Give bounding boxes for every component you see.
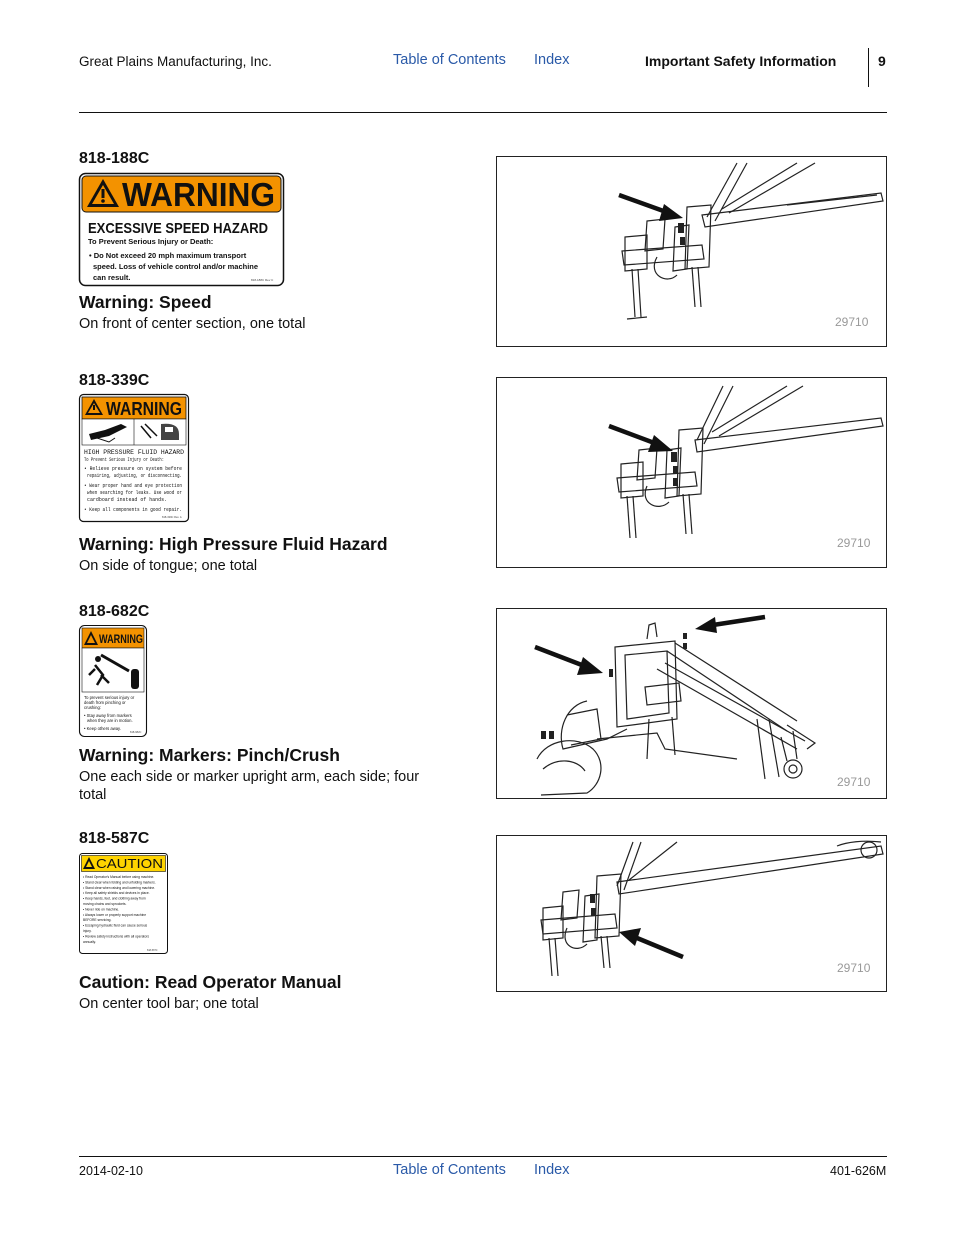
figure-number: 29710	[837, 775, 871, 789]
decal-bullet: injury.	[83, 929, 92, 933]
index-link-footer[interactable]: Index	[534, 1162, 570, 1178]
part-number-818-682c: 818-682C	[79, 603, 150, 620]
illustration-read-manual-decal-location	[496, 835, 887, 992]
decal-location-markers-pinch: One each side or marker upright arm, each side; four total	[79, 769, 420, 803]
decal-code: 818-587C	[147, 949, 158, 952]
decal-signal-word: WARNING	[122, 176, 275, 213]
decal-location-high-pressure: On side of tongue; one total	[79, 558, 258, 574]
decal-bullet: • Keep all safety shields and devices in place.	[83, 891, 150, 896]
part-number-818-587c: 818-587C	[79, 830, 150, 847]
decal-bullet: • Keep others away.	[84, 726, 122, 731]
header-divider	[868, 48, 869, 87]
decal-bullet: when they are in motion.	[87, 718, 133, 723]
decal-bullet: BEFORE servicing.	[83, 918, 112, 923]
decal-bullet: annually.	[83, 939, 96, 944]
decal-bullet: • Keep all components in good repair.	[84, 507, 182, 513]
decal-text: crushing:	[84, 705, 101, 710]
decal-bullet: • Read Operator's Manual before using machine.	[83, 875, 155, 879]
decal-code: 818-682C	[130, 731, 142, 734]
footer-date: 2014-02-10	[79, 1164, 143, 1178]
section-title: Important Safety Information	[645, 53, 837, 69]
illustration-speed-decal-location	[496, 156, 887, 347]
decal-text: To prevent serious injury or	[84, 695, 135, 700]
part-number-818-188c: 818-188C	[79, 150, 150, 167]
decal-title-speed: Warning: Speed	[79, 292, 212, 312]
decal-bullet: cardboard instead of hands.	[87, 497, 167, 503]
decal-code: 818-188C Rev C	[251, 278, 274, 282]
illustration-markers-decal-location	[496, 608, 887, 799]
warning-high-pressure-decal	[79, 394, 189, 522]
header-rule	[79, 112, 887, 113]
decal-bullet: • Stand clear when folding and unfolding markers.	[83, 880, 156, 885]
toc-link-header[interactable]: Table of Contents	[393, 52, 506, 68]
caution-operator-manual-decal	[79, 853, 168, 954]
part-number-818-339c: 818-339C	[79, 372, 150, 389]
decal-bullet: • Review safety instructions with all operators	[83, 934, 150, 939]
decal-location-speed: On front of center section, one total	[79, 316, 306, 332]
decal-hazard-name: EXCESSIVE SPEED HAZARD	[88, 220, 269, 237]
decal-bullet: • Always lower or properly support machine	[83, 912, 147, 917]
figure-number: 29710	[837, 536, 871, 550]
decal-bullet: • Keep hands, feet, and clothing away from	[83, 896, 146, 901]
decal-prevent-text: To Prevent Serious Injury or Death:	[88, 237, 214, 246]
page-number: 9	[878, 53, 886, 69]
decal-bullet: speed. Loss of vehicle control and/or machine	[93, 262, 259, 271]
decal-code: 818-339C Rev. A	[162, 516, 182, 519]
decal-bullet: • Relieve pressure on system before	[84, 466, 182, 472]
decal-hazard-name: HIGH PRESSURE FLUID HAZARD	[84, 449, 185, 456]
decal-bullet: moving chains and sprockets.	[83, 902, 127, 906]
decal-text: death from pinching or	[84, 700, 126, 705]
footer-doc-number: 401-626M	[830, 1164, 887, 1178]
decal-bullet: • Do Not exceed 20 mph maximum transport	[89, 251, 247, 260]
decal-title-markers-pinch: Warning: Markers: Pinch/Crush	[79, 745, 340, 765]
index-link-header[interactable]: Index	[534, 52, 570, 68]
decal-signal-word: WARNING	[99, 632, 143, 646]
warning-speed-decal	[79, 173, 284, 286]
footer-rule	[79, 1156, 887, 1157]
decal-bullet: repairing, adjusting, or disconnecting.	[87, 473, 182, 479]
decal-signal-word: CAUTION	[96, 856, 163, 871]
decal-location-read-manual: On center tool bar; one total	[79, 996, 259, 1012]
company-name: Great Plains Manufacturing, Inc.	[79, 54, 272, 69]
decal-bullet: • Escaping hydraulic fluid can cause serious	[83, 923, 148, 928]
decal-bullet: • Stand clear when raising and lowering machine.	[83, 885, 156, 890]
warning-markers-pinch-decal	[79, 625, 147, 737]
decal-signal-word: WARNING	[106, 399, 182, 419]
illustration-high-pressure-decal-location	[496, 377, 887, 568]
toc-link-footer[interactable]: Table of Contents	[393, 1162, 506, 1178]
decal-bullet: • Never ride on machine.	[83, 907, 120, 912]
figure-number: 29710	[835, 315, 869, 329]
decal-title-high-pressure: Warning: High Pressure Fluid Hazard	[79, 534, 388, 554]
decal-title-read-manual: Caution: Read Operator Manual	[79, 972, 342, 992]
decal-bullet: • Wear proper hand and eye protection	[84, 483, 182, 489]
decal-bullet: • Stay away from markers	[84, 713, 132, 718]
figure-number: 29710	[837, 961, 871, 975]
decal-bullet: can result.	[93, 273, 131, 282]
decal-prevent-text: To Prevent Serious Injury or Death:	[84, 457, 164, 463]
decal-bullet: when searching for leaks. Use wood or	[87, 490, 182, 496]
